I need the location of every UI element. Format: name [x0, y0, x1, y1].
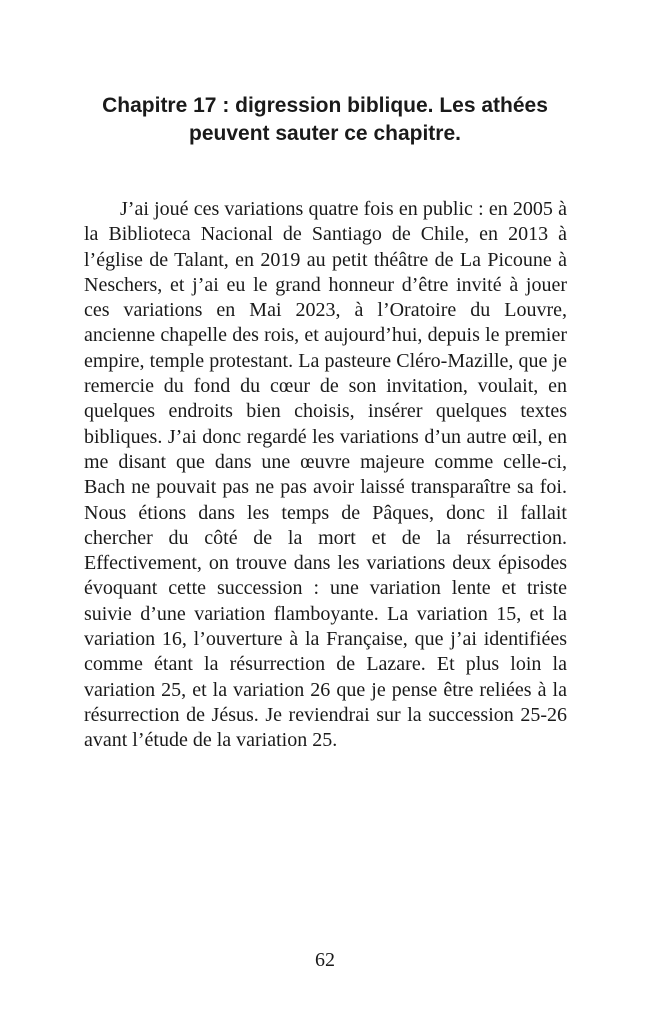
chapter-title-line-2: peuvent sauter ce chapitre.: [189, 122, 461, 145]
chapter-title-line-1: Chapitre 17 : digression biblique. Les athées: [102, 94, 548, 117]
chapter-title: [70, 92, 580, 148]
page-number: 62: [315, 949, 335, 971]
body-paragraph: J’ai joué ces variations quatre fois en public : en 2005 à la Biblioteca Nacional de Santiago de Chile, en 2013 à l’église de Talant, en 2019 au petit théâtre de La Picoune à Neschers, et j’ai eu le grand honneur d’être invité à jouer ces variations en Mai 2023, à l’Oratoire du Louvre, ancienne chapelle des rois, et aujourd’hui, depuis le premier empire, temple protestant. La pasteure Cléro-Mazille, que je remercie du fond du cœur de son invitation, voulait, en quelques endroits bien choisis, insérer quelques textes bibliques. J’ai donc regardé les variations d’un autre œil, en me disant que dans une œuvre majeure comme celle-ci, Bach ne pouvait pas ne pas avoir laissé transparaître sa foi. Nous étions dans les temps de Pâques, donc il fallait chercher du côté de la mort et de la résurrection. Effectivement, on trouve dans les variations deux épisodes évoquant cette succession : une variation lente et triste suivie d’une variation flamboyante. La variation 15, et la variation 16, l’ouverture à la Française, que j’ai identifiées comme étant la résurrection de Lazare. Et plus loin la variation 25, et la variation 26 que je pense être reliées à la résurrection de Jésus. Je reviendrai sur la succession 25-26 avant l’étude de la variation 25.: [84, 198, 567, 752]
